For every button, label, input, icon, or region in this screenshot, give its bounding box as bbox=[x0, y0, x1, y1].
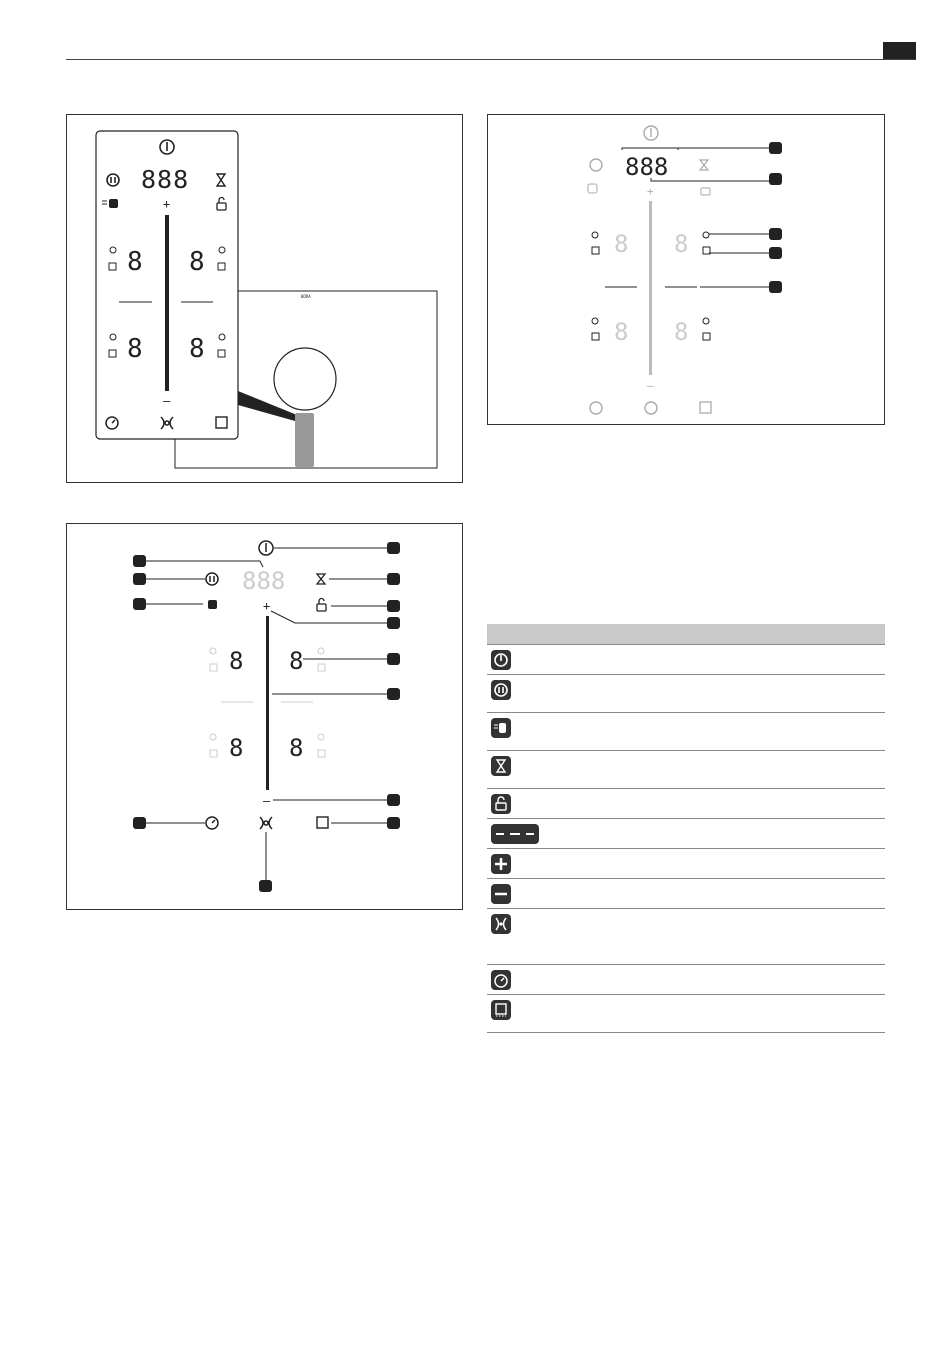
plus-label: + bbox=[647, 185, 654, 198]
zone-digit-rear-left: 8 bbox=[127, 334, 143, 364]
legend-row-filter bbox=[487, 995, 885, 1033]
stopwatch-icon bbox=[206, 817, 218, 829]
control-elements-drawing bbox=[67, 524, 464, 911]
keep-warm-hand-icon bbox=[588, 184, 597, 193]
power-icon bbox=[491, 650, 511, 670]
filter-icon bbox=[317, 817, 328, 828]
legend-row-keep-warm bbox=[487, 713, 885, 751]
legend-row-fan bbox=[487, 909, 885, 965]
zone-digit-front-left: 8 bbox=[229, 647, 244, 675]
slider-bar-icon bbox=[491, 824, 539, 844]
power-slider bbox=[649, 201, 652, 375]
cooktop-zone-circle bbox=[274, 348, 336, 410]
figure-display-elements bbox=[487, 114, 885, 425]
lock-icon bbox=[701, 188, 710, 195]
power-icon bbox=[644, 126, 658, 140]
pause-icon bbox=[590, 159, 602, 171]
zone-digit-rear-right: 8 bbox=[289, 734, 304, 762]
plus-label: + bbox=[163, 197, 171, 211]
zone-digit-front-left: 8 bbox=[127, 247, 143, 277]
stopwatch-icon bbox=[491, 970, 511, 990]
lock-icon bbox=[317, 599, 326, 612]
figure-cooktop-overview bbox=[66, 114, 463, 483]
zone-digit-front-right: 8 bbox=[289, 647, 304, 675]
power-slider bbox=[266, 616, 269, 790]
brand-label: BORA bbox=[301, 294, 311, 299]
main-display: 888 bbox=[141, 165, 190, 194]
legend-row-minus bbox=[487, 879, 885, 909]
plus-label: + bbox=[263, 599, 271, 613]
hourglass-icon bbox=[317, 574, 325, 584]
zone-digit-front-right: 8 bbox=[189, 247, 205, 277]
keep-warm-hand-icon bbox=[491, 718, 511, 738]
main-display: 888 bbox=[242, 567, 286, 595]
zone-digit-rear-left: 8 bbox=[614, 318, 629, 346]
minus-label: – bbox=[163, 394, 171, 408]
minus-label: – bbox=[647, 379, 654, 392]
fan-icon bbox=[645, 402, 657, 414]
fan-icon bbox=[491, 914, 511, 934]
legend-row-lock bbox=[487, 789, 885, 819]
legend-header bbox=[487, 624, 885, 645]
main-display: 888 bbox=[625, 153, 669, 181]
minus-icon bbox=[491, 884, 511, 904]
zone-digit-rear-right: 8 bbox=[189, 334, 205, 364]
display-elements-drawing bbox=[488, 115, 886, 426]
filter-icon bbox=[700, 402, 711, 413]
legend-row-stopwatch bbox=[487, 965, 885, 995]
legend-row-plus bbox=[487, 849, 885, 879]
pause-icon bbox=[491, 680, 511, 700]
filter-icon bbox=[491, 1000, 511, 1020]
cooktop-overview-drawing bbox=[67, 115, 464, 484]
legend-row-power bbox=[487, 645, 885, 675]
timer-hourglass-icon bbox=[491, 756, 511, 776]
zone-digit-front-left: 8 bbox=[614, 230, 629, 258]
legend-row-slider bbox=[487, 819, 885, 849]
plus-icon bbox=[491, 854, 511, 874]
hourglass-icon bbox=[700, 160, 708, 170]
fan-icon bbox=[260, 817, 272, 829]
lock-icon bbox=[491, 794, 511, 814]
figure-control-elements bbox=[66, 523, 463, 910]
minus-label: – bbox=[263, 794, 271, 808]
keep-warm-hand-icon bbox=[208, 600, 217, 609]
power-icon bbox=[259, 541, 273, 555]
zone-digit-rear-right: 8 bbox=[674, 318, 689, 346]
zone-digit-front-right: 8 bbox=[674, 230, 689, 258]
zone-digit-rear-left: 8 bbox=[229, 734, 244, 762]
miniature-panel bbox=[295, 413, 314, 467]
pause-icon bbox=[206, 573, 218, 585]
legend-row-timer bbox=[487, 751, 885, 789]
symbol-legend-table bbox=[487, 624, 885, 1033]
legend-row-pause bbox=[487, 675, 885, 713]
power-slider bbox=[165, 215, 169, 391]
header-page-tab bbox=[883, 42, 916, 59]
header-rule bbox=[66, 59, 916, 60]
stopwatch-icon bbox=[590, 402, 602, 414]
